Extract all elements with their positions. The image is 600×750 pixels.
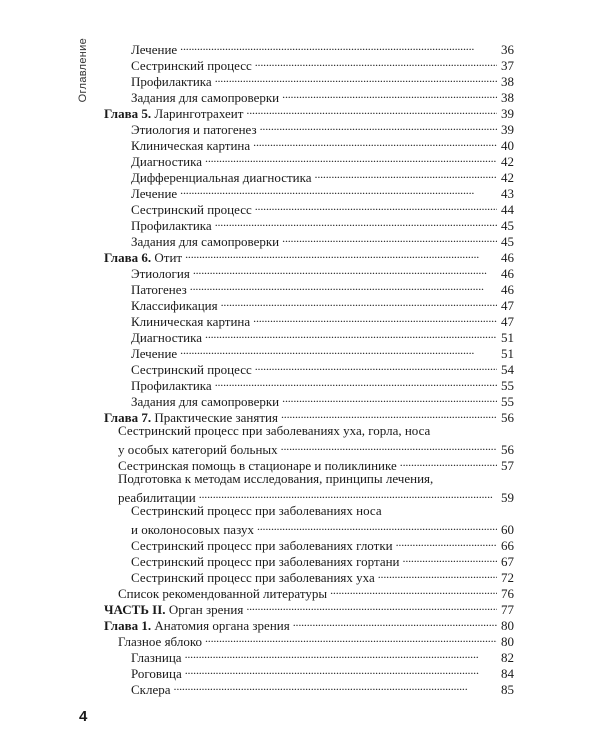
toc-entry-page: 77 — [501, 602, 514, 617]
dot-leader — [315, 167, 497, 182]
toc-entry-label: Сестринский процесс при заболеваниях глотки — [131, 538, 393, 553]
dot-leader — [253, 135, 497, 150]
chapter-prefix: Глава 1. — [104, 618, 152, 633]
toc-entry-page: 38 — [501, 74, 514, 89]
dot-leader — [246, 103, 497, 118]
toc-entry-label: Профилактика — [131, 378, 212, 393]
dot-leader — [205, 631, 497, 646]
dot-leader — [253, 311, 497, 326]
dot-leader — [215, 375, 497, 390]
toc-entry-page: 42 — [501, 170, 514, 185]
toc-entry-page: 55 — [501, 394, 514, 409]
dot-leader — [255, 359, 497, 374]
dot-leader — [282, 87, 497, 102]
toc-entry-label: Дифференциальная диагностика — [131, 170, 312, 185]
toc-entry-page: 42 — [501, 154, 514, 169]
dot-leader — [180, 183, 497, 198]
toc-entry-page: 51 — [501, 346, 514, 361]
dot-leader — [185, 247, 497, 262]
toc-entry-label-line1: Подготовка к методам исследования, принципы лечения, — [118, 471, 434, 486]
toc-entry-label: реабилитации — [118, 490, 196, 505]
toc-entry-label: у особых категорий больных — [118, 442, 278, 457]
toc-entry-label: Задания для самопроверки — [131, 90, 280, 105]
dot-leader — [174, 679, 497, 694]
dot-leader — [281, 407, 497, 422]
toc-entry-page: 45 — [501, 234, 514, 249]
toc-entry-page: 39 — [501, 106, 514, 121]
toc-entry-label: Патогенез — [131, 282, 187, 297]
chapter-prefix: Глава 6. — [104, 250, 152, 265]
toc-entry-label: Сестринская помощь в стационаре и поликлинике — [118, 458, 397, 473]
dot-leader — [396, 535, 497, 550]
toc-entry-label: Лечение — [131, 186, 178, 201]
dot-leader — [193, 263, 497, 278]
toc-entry-label: Глазница — [131, 650, 182, 665]
toc-entry-page: 56 — [501, 410, 514, 425]
dot-leader — [378, 567, 497, 582]
running-header: Оглавление — [77, 38, 89, 103]
toc-entry-page: 47 — [501, 314, 514, 329]
toc-entry-page: 55 — [501, 378, 514, 393]
chapter-prefix: Глава 5. — [104, 106, 152, 121]
toc-entry-page: 80 — [501, 618, 514, 633]
dot-leader — [215, 71, 497, 86]
toc-entry-label: Диагностика — [131, 330, 203, 345]
dot-leader — [282, 391, 497, 406]
dot-leader — [185, 647, 497, 662]
dot-leader — [330, 583, 497, 598]
chapter-title: Практические занятия — [151, 410, 278, 425]
dot-leader — [282, 231, 497, 246]
dot-leader — [293, 615, 497, 630]
dot-leader — [205, 151, 497, 166]
dot-leader — [246, 599, 497, 614]
toc-entry-page: 37 — [501, 58, 514, 73]
toc-entry-label: Сестринский процесс при заболеваниях уха — [131, 570, 375, 585]
dot-leader — [190, 279, 497, 294]
dot-leader — [221, 295, 497, 310]
toc-entry-page: 67 — [501, 554, 514, 569]
toc-entry-page: 82 — [501, 650, 514, 665]
dot-leader — [400, 455, 497, 470]
toc-entry-label: Список рекомендованной литературы — [118, 586, 328, 601]
toc-entry-page: 46 — [501, 250, 514, 265]
chapter-prefix: Глава 7. — [104, 410, 152, 425]
toc-entry-label: Склера — [131, 682, 171, 697]
dot-leader — [180, 343, 497, 358]
toc-entry-label: Сестринский процесс — [131, 202, 252, 217]
part-prefix: ЧАСТЬ II. — [104, 602, 166, 617]
chapter-title: Анатомия органа зрения — [151, 618, 290, 633]
toc-entry-page: 47 — [501, 298, 514, 313]
dot-leader — [281, 439, 497, 454]
toc-entry-page: 56 — [501, 442, 514, 457]
toc-entry-label: Клиническая картина — [131, 138, 251, 153]
toc-entry-label: Клиническая картина — [131, 314, 251, 329]
toc-entry-label: Профилактика — [131, 218, 212, 233]
toc-entry-label-line1: Сестринский процесс при заболеваниях уха, горла, носа — [118, 423, 431, 438]
toc-entry-label: Классификация — [131, 298, 218, 313]
toc-entry-label: и околоносовых пазух — [131, 522, 254, 537]
toc-entry-page: 85 — [501, 682, 514, 697]
toc-entry-page: 54 — [501, 362, 514, 377]
dot-leader — [205, 327, 497, 342]
toc-entry-page: 43 — [501, 186, 514, 201]
dot-leader — [215, 215, 497, 230]
toc-entry-label: Сестринский процесс — [131, 362, 252, 377]
toc-entry-page: 72 — [501, 570, 514, 585]
toc-entry-page: 57 — [501, 458, 514, 473]
dot-leader — [180, 39, 497, 54]
toc-entry-page: 39 — [501, 122, 514, 137]
toc-entry-label: Лечение — [131, 346, 178, 361]
toc-entry-page: 38 — [501, 90, 514, 105]
dot-leader — [199, 487, 497, 502]
page-number: 4 — [79, 708, 88, 725]
toc-entry-page: 44 — [501, 202, 514, 217]
toc-entry-label: Глазное яблоко — [118, 634, 202, 649]
dot-leader — [185, 663, 497, 678]
part-title: Орган зрения — [165, 602, 244, 617]
toc-entry-page: 80 — [501, 634, 514, 649]
toc-entry-label: Лечение — [131, 42, 178, 57]
dot-leader — [403, 551, 497, 566]
toc-entry-label: Задания для самопроверки — [131, 394, 280, 409]
toc-entry-label: Роговица — [131, 666, 182, 681]
dot-leader — [257, 519, 497, 534]
toc-entry — [131, 679, 514, 697]
toc-entry-label: Профилактика — [131, 74, 212, 89]
toc-entry-page: 36 — [501, 42, 514, 57]
toc-entry-label: Этиология и патогенез — [131, 122, 257, 137]
toc-entry-page: 40 — [501, 138, 514, 153]
toc-entry-page: 45 — [501, 218, 514, 233]
dot-leader — [260, 119, 497, 134]
toc-entry-label: Сестринский процесс при заболеваниях гортани — [131, 554, 400, 569]
dot-leader — [255, 199, 497, 214]
toc-entry-page: 46 — [501, 266, 514, 281]
chapter-title: Ларинготрахеит — [151, 106, 244, 121]
toc-entry-label: Задания для самопроверки — [131, 234, 280, 249]
dot-leader — [255, 55, 497, 70]
toc-entry-label: Сестринский процесс — [131, 58, 252, 73]
toc-entry-page: 46 — [501, 282, 514, 297]
toc-entry-label: Этиология — [131, 266, 190, 281]
toc-entry-label: Диагностика — [131, 154, 203, 169]
toc-entry-page: 84 — [501, 666, 514, 681]
toc-entry-page: 51 — [501, 330, 514, 345]
toc-entry-page: 60 — [501, 522, 514, 537]
chapter-title: Отит — [151, 250, 183, 265]
toc-entry-page: 66 — [501, 538, 514, 553]
toc-entry-label-line1: Сестринский процесс при заболеваниях носа — [131, 503, 382, 518]
toc-entry-page: 76 — [501, 586, 514, 601]
toc-entry-page: 59 — [501, 490, 514, 505]
